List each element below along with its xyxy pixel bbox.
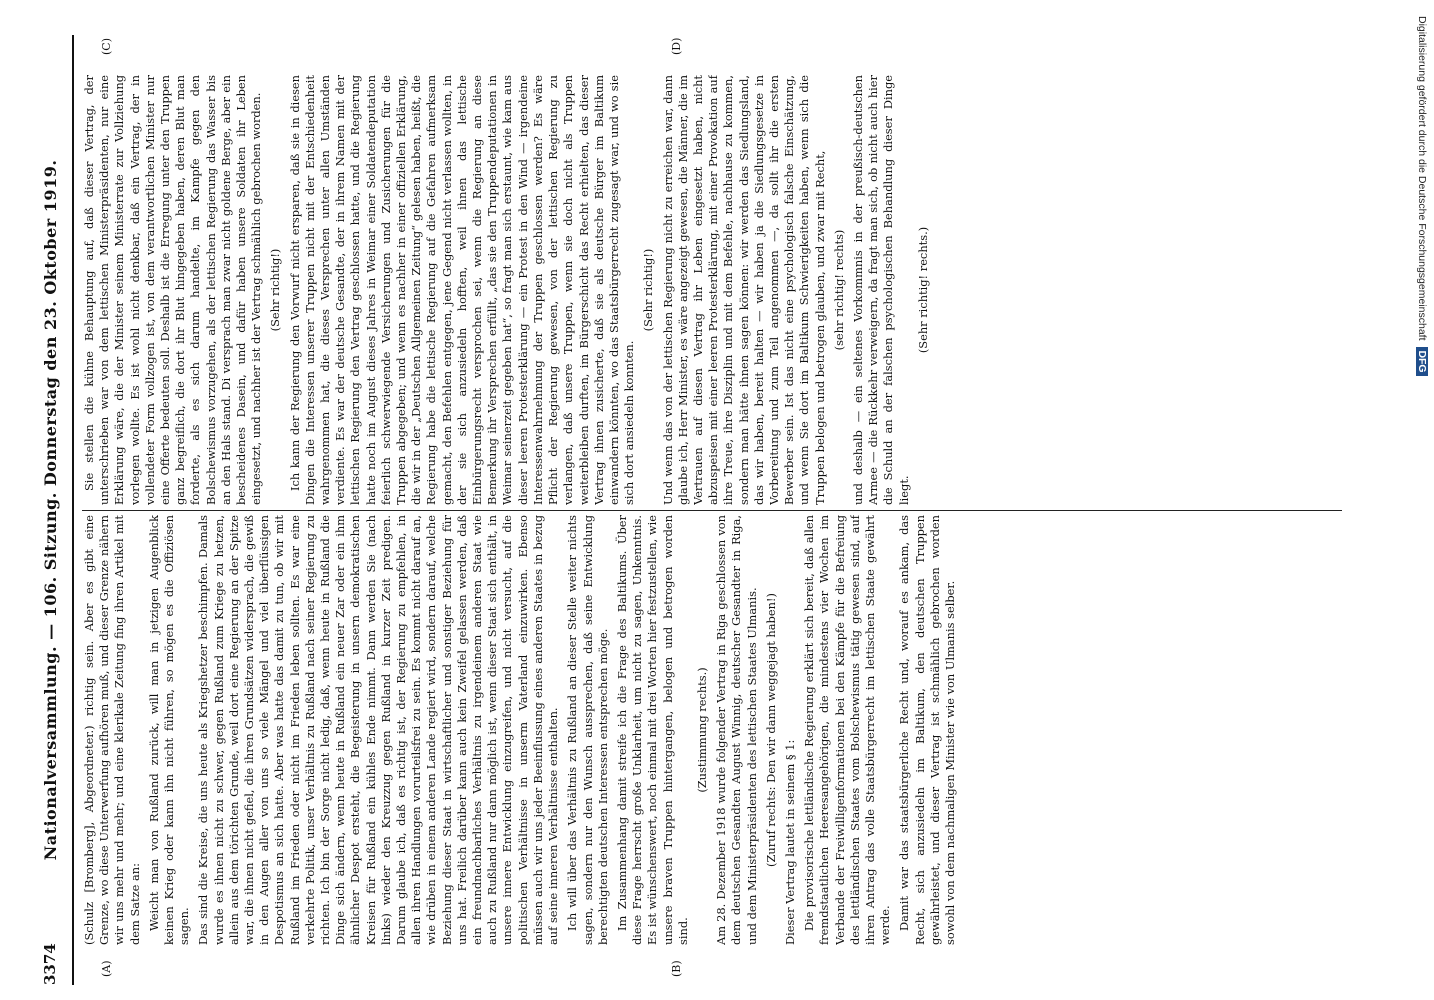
paragraph: Damit war das staatsbürgerliche Recht und, worauf es ankam, das Recht, sich anzusiedeln im Baltikum, den deutschen Truppen gewährleistet, und dieser Vertrag ist schmählich gebrochen worden sowohl von dem nachmaligen Minister wie von Ulmanis selber. (897, 515, 957, 945)
paragraph: Das sind die Kreise, die uns heute als Kriegshetzer beschimpfen. Damals wurde es ihnen nicht zu schwer, gegen Rußland zum Kriege zu hetzen, allein aus dem törichten Grunde, weil dort eine Regierung an der Spitze war, die ihnen nicht gefiel, die ihren Grundsätzen widersprach, die gewiß in den Augen aller von uns so viele Mängel und viel überflüssigen Despotismus an sich hatte. Aber was hatte das damit zu tun, ob wir mit Rußland im Frieden oder nicht im Frieden leben sollten. Es war eine verkehrte Politik, unser Verhältnis zu Rußland nach seiner Regierung zu richten. Ich bin der Sorge nicht ledig, daß, wenn heute in Rußland die Dinge sich ändern, wenn heute in Rußland ein neuer Zar oder ein ihm ähnlicher Despot ersteht, die Begeisterung in unsern demokratischen Kreisen für Rußland ein kühles Ende nimmt. Dann werden Sie (nach links) wieder den Kreuzzug gegen Rußland in kurzer Zeit predigen. Darum glaube ich, daß es richtig ist, der Regierung zu empfehlen, in allen ihren Handlungen vorurteilsfrei zu sein. Es kommt nicht darauf an, wie drüben in einem anderen Lande regiert wird, sondern darauf, welche Beziehung dieser Staat in wirtschaftlicher und sonstiger Beziehung für uns hat. Freilich darüber kann auch kein Zweifel gelassen werden, daß ein freundnachbarliches Verhältnis zu irgendeinem anderen Staat wie auch zu Rußland nur dann möglich ist, wenn dieser Staat sich enthält, in unsere innere Entwicklung einzugreifen, und nicht versucht, auf die politischen Verhältnisse in unserm Vaterland einzuwirken. Ebenso müssen auch wir uns jeder Beeinflussung eines anderen Staates in bezug auf seine inneren Verhältnisse enthalten. (196, 515, 561, 945)
page-header (30, 35, 70, 985)
digitization-credit (1408, 6, 1430, 996)
dfg-logo: DFG (1416, 347, 1428, 375)
credit-text: Digitalisierung gefördert durch die Deutsche Forschungsgemeinschaft (1416, 16, 1428, 341)
paragraph: Sie stellen die kühne Behauptung auf, daß dieser Vertrag, der unterschrieben war von dem lettischen Ministerpräsidenten, nur eine Erklärung wäre, die der Minister seinem Ministerrate zur Vollziehung vorlegen wollte. Es ist wohl nicht denkbar, daß ein Vertrag, der in vollendeter Form vollzogen ist, von dem verantwortlichen Minister nur eine Offerte bedeuten soll. Deshalb ist die Erregung unter den Truppen ganz begreiflich, die dort ihr Blut hingegeben haben, deren Blut man forderte, als es sich darum handelte, im Kampfe gegen den Bolschewismus vorzugehen, als der lettischen Regierung das Wasser bis an den Hals stand. Di versprach man zwar nicht goldene Berge, aber ein bescheidenes Dasein, und dafür haben unsere Soldaten ihr Leben eingesetzt, und nachher ist der Vertrag schmählich gebrochen worden. (82, 75, 264, 505)
document-page (30, 35, 1370, 985)
header-rule (72, 35, 74, 985)
margin-marker-a: (A) (100, 960, 113, 977)
interjection: (Sehr richtig!) (641, 248, 656, 332)
interjection: (Sehr richtig! rechts.) (915, 226, 930, 354)
margin-marker-c: (C) (100, 38, 113, 55)
text-column-left (82, 515, 1352, 945)
paragraph: Dieser Vertrag lautet in seinem § 1: (782, 739, 797, 945)
quote-paragraph: Weicht man von Rußland zurück, will man in jetzigen Augenblick keinen Krieg oder kann ihn nicht führen, so mögen es die Offiziösen sagen. (146, 515, 192, 945)
interjection: (Sehr richtig!) (268, 248, 283, 332)
margin-marker-b: (B) (670, 960, 683, 977)
column-divider (82, 510, 1342, 511)
quote-paragraph: Die provisorische lettländische Regierung erklärt sich bereit, daß allen fremdstaatlichen Heeresangehörigen, die mindestens vier Wochen im Verbande der Freiwilligenformationen bei den Kämpfe für die Befreiung des lettländischen Staates vom Bolschewismus tätig gewesen sind, auf ihren Antrag das volle Staatsbürgerrecht im lettischen Staate gewährt werde. (802, 515, 893, 945)
page-number: 3374 (41, 943, 59, 985)
paragraph: Ich kann der Regierung den Vorwurf nicht ersparen, daß sie in diesen Dingen die Interessen unserer Truppen nicht mit der Entschiedenheit wahrgenommen hat, die dieses Versprechen unter allen Umständen verdiente. Es war der deutsche Gesandte, der in ihrem Namen mit der lettischen Regierung den Vertrag geschlossen hatte, und die Regierung hatte noch im August dieses Jahres in Weimar einer Soldatendeputation feierlich schwerwiegende Versicherungen und Zusicherungen für die Truppen abgegeben; und wenn es nachher in einer offiziellen Erklärung, die wir in der „Deutschen Allgemeinen Zeitung“ gelesen haben, heißt, die Regierung habe die lettische Regierung auf die Gefahren aufmerksam gemacht, den Befehlen entgegen, jene Gegend nicht verlassen wollten, in der sie sich anzusiedeln hofften, weil ihnen das lettische Einbürgerungsrecht versprochen sei, wenn die Regierung an diese Bemerkung ihr Versprechen erfüllt, „das sie den Truppendeputationen in Weimar seinerzeit gegeben hat“, so fragt man sich erstaunt, wie kam aus dieser leeren Protesterklärung — ein Protest in den Wind — irgendeine Interessenwahrnehmung der Truppen geschlossen werden? Es wäre Pflicht der Regierung gewesen, von der lettischen Regierung zu verlangen, daß unsere Truppen, wenn sie doch nicht als Truppen weiterbleiben durften, im Bürgerschicht das Recht erhielten, das dieser Vertrag ihnen zusicherte, daß sie als deutsche Bürger im Baltikum einwandern könnten, wo das Staatsbürgerrecht zugesagt war, und wo sie sich dort ansiedeln konnten. (287, 75, 637, 505)
paragraph: Am 28. Dezember 1918 wurde folgender Vertrag in Riga geschlossen von dem deutschen Gesandten August Winnig, deutscher Gesandter in Riga, und dem Ministerpräsidenten des lettischen Staates Ulmanis. (714, 515, 759, 945)
paragraph: Und wenn das von der lettischen Regierung nicht zu erreichen war, dann glaube ich, Herr Minister, es wäre angezeigt gewesen, die Männer, die im Vertrauen auf diesen Vertrag ihr Leben eingesetzt haben, nicht abzuspeisen mit einer leeren Protesterklärung, mit einer Provokation auf ihre Treue, ihre Disziplin und mit dem Befehle, nachhause zu kommen, sondern man hätte ihnen sagen können: wir werden das Siedlungsland, das wir haben, bereit halten — wir haben ja die Siedlungsgesetze in Vorbereitung und zum Teil angenommen —, da sollt ihr die ersten Bewerber sein. Ist das nicht eine psychologisch falsche Einschätzung, und wenn Sie dort im Baltikum Schwierigkeiten haben, wenn sich die Truppen belogen und betrogen glauben, und zwar mit Recht, (660, 75, 827, 505)
text-column-right (82, 75, 1352, 505)
interjection: (sehr richtig! rechts) (831, 229, 846, 351)
paragraph: Im Zusammenhang damit streife ich die Frage des Baltikums. Über diese Frage herrscht große Unklarheit, um nicht zu sagen, Unkenntnis. Es ist wünschenswert, noch einmal mit drei Worten hier festzustellen, wie unsere braven Truppen hintergangen, belogen und betrogen worden sind. (614, 515, 690, 945)
margin-marker-d: (D) (670, 37, 683, 55)
paragraph: und deshalb — ein seltenes Vorkommnis in der preußisch-deutschen Armee — die Rückkehr verweigern, da fragt man sich, ob nicht auch hier die Schuld an der falschen psychologischen Behandlung dieser Dinge liegt. (850, 75, 911, 505)
paragraph: Ich will über das Verhältnis zu Rußland an dieser Stelle weiter nichts sagen, sondern nur den Wunsch aussprechen, daß seine Entwicklung berechtigten deutschen Interessen entsprechen möge. (565, 515, 610, 945)
interjection: (Zuruf rechts: Den wir dann weggejagt haben!) (763, 593, 778, 867)
interjection: (Zustimmung rechts.) (694, 667, 709, 793)
page-title: Nationalversammlung. — 106. Sitzung. Donnerstag den 23. Oktober 1919. (40, 159, 60, 861)
paragraph: (Schulz [Bromberg], Abgeordneter.) richtig sein. Aber es gibt eine Grenze, wo diese Unterwerfung aufhören muß, und dieser Grenze nähern wir uns mehr und mehr; und eine klerikale Zeitung fing ihren Artikel mit dem Satze an: (82, 515, 142, 945)
